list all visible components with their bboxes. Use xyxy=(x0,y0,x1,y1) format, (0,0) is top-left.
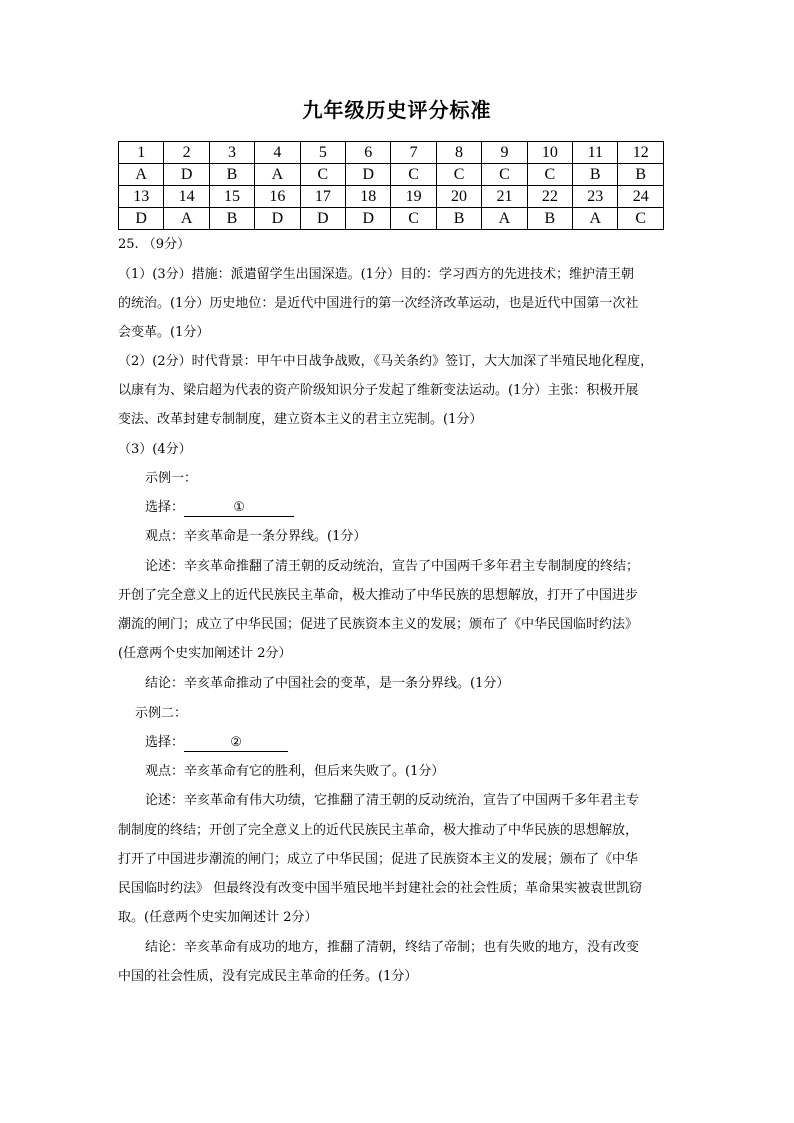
question-number-cell: 12 xyxy=(618,142,664,164)
example1-argument-4: (任意两个史实加阐述计 2分） xyxy=(118,646,292,661)
answer-cell: B xyxy=(527,208,572,230)
answer-row xyxy=(119,164,664,186)
part3-header: （3）(4分） xyxy=(118,442,192,457)
question-number-cell: 2 xyxy=(164,142,209,164)
question-number-cell: 13 xyxy=(119,186,164,208)
example2-argument-4: 民国临时约法》 但最终没有改变中国半殖民地半封建社会的社会性质；革命果实被袁世凯窃 xyxy=(118,881,643,896)
question-number-cell: 15 xyxy=(209,186,254,208)
example1-argument-1: 论述：辛亥革命推翻了清王朝的反动统治，宣告了中国两千多年君主专制制度的终结； xyxy=(145,559,640,574)
question-number-cell: 6 xyxy=(346,142,391,164)
question-number-cell: 22 xyxy=(527,186,572,208)
example1-argument-2: 开创了完全意义上的近代民族民主革命，极大推动了中华民族的思想解放，打开了中国进步 xyxy=(118,588,639,603)
answer-cell: B xyxy=(436,208,481,230)
question-number-cell: 21 xyxy=(482,186,527,208)
question-number-row xyxy=(119,142,664,164)
question-number-cell: 3 xyxy=(209,142,254,164)
answer-cell: A xyxy=(119,164,164,186)
answer-table xyxy=(118,141,664,230)
question-number-cell: 11 xyxy=(573,142,618,164)
question-number-cell: 16 xyxy=(255,186,300,208)
example2-label: 示例二： xyxy=(135,706,188,721)
answer-cell: C xyxy=(482,164,527,186)
example2-conclusion-2: 中国的社会性质，没有完成民主革命的任务。(1分） xyxy=(118,969,418,984)
answer-cell: B xyxy=(209,164,254,186)
answer-cell: C xyxy=(391,164,436,186)
question-number-cell: 18 xyxy=(346,186,391,208)
part2-line-1: （2）(2分）时代背景：甲午中日战争战败，《马关条约》签订，大大加深了半殖民地化程度， xyxy=(118,354,654,369)
answer-cell: D xyxy=(164,164,209,186)
answer-cell: D xyxy=(346,208,391,230)
page-title: 九年级历史评分标准 xyxy=(302,98,492,122)
question-number-cell: 20 xyxy=(436,186,481,208)
example1-conclusion: 结论：辛亥革命推动了中国社会的变革，是一条分界线。(1分） xyxy=(145,676,510,691)
question-number-row xyxy=(119,186,664,208)
answer-cell: B xyxy=(209,208,254,230)
answer-row xyxy=(119,208,664,230)
question-number-cell: 24 xyxy=(618,186,664,208)
example2-argument-1: 论述：辛亥革命有伟大功绩，它推翻了清王朝的反动统治，宣告了中国两千多年君主专 xyxy=(145,793,640,808)
choice-blank: ② xyxy=(184,734,288,752)
answer-cell: D xyxy=(255,208,300,230)
question-number-cell: 7 xyxy=(391,142,436,164)
example1-choice xyxy=(145,498,294,518)
answer-cell: D xyxy=(346,164,391,186)
choice-blank: ① xyxy=(184,499,294,517)
question-number-cell: 9 xyxy=(482,142,527,164)
example1-view: 观点：辛亥革命是一条分界线。(1分） xyxy=(145,529,367,544)
answer-cell: D xyxy=(119,208,164,230)
example1-argument-3: 潮流的闸门；成立了中华民国；促进了民族资本主义的发展；颁布了《中华民国临时约法》 xyxy=(118,617,639,632)
answer-cell: C xyxy=(527,164,572,186)
example2-view: 观点：辛亥革命有它的胜利，但后来失败了。(1分） xyxy=(145,764,445,779)
answer-cell: B xyxy=(618,164,664,186)
answer-cell: A xyxy=(255,164,300,186)
answer-cell: A xyxy=(573,208,618,230)
example2-conclusion-1: 结论：辛亥革命有成功的地方，推翻了清朝，终结了帝制；也有失败的地方，没有改变 xyxy=(145,940,640,955)
question-25-header: 25. （9分） xyxy=(118,237,191,252)
example2-argument-5: 取。(任意两个史实加阐述计 2分） xyxy=(118,910,318,925)
answer-cell: B xyxy=(573,164,618,186)
example2-choice xyxy=(145,733,288,753)
choice-label: 选择： xyxy=(145,500,185,515)
example2-argument-3: 打开了中国进步潮流的闸门；成立了中华民国；促进了民族资本主义的发展；颁布了《中华 xyxy=(118,852,639,867)
question-number-cell: 14 xyxy=(164,186,209,208)
answer-cell: A xyxy=(164,208,209,230)
answer-cell: C xyxy=(618,208,664,230)
question-number-cell: 5 xyxy=(300,142,345,164)
example1-label: 示例一： xyxy=(145,471,198,486)
answer-cell: D xyxy=(300,208,345,230)
part2-line-2: 以康有为、梁启超为代表的资产阶级知识分子发起了维新变法运动。(1分）主张：积极开展 xyxy=(118,383,639,398)
question-number-cell: 23 xyxy=(573,186,618,208)
question-number-cell: 1 xyxy=(119,142,164,164)
answer-cell: C xyxy=(300,164,345,186)
question-number-cell: 4 xyxy=(255,142,300,164)
part1-line-1: （1）(3分）措施：派遣留学生出国深造。(1分）目的：学习西方的先进技术；维护清王朝 xyxy=(118,267,634,282)
part1-line-2: 的统治。(1分）历史地位：是近代中国进行的第一次经济改革运动，也是近代中国第一次社 xyxy=(118,296,639,311)
answer-cell: C xyxy=(391,208,436,230)
answer-cell: A xyxy=(482,208,527,230)
question-number-cell: 17 xyxy=(300,186,345,208)
question-number-cell: 8 xyxy=(436,142,481,164)
question-number-cell: 19 xyxy=(391,186,436,208)
question-number-cell: 10 xyxy=(527,142,572,164)
part2-line-3: 变法、改革封建专制制度，建立资本主义的君主立宪制。(1分） xyxy=(118,412,483,427)
answer-cell: C xyxy=(436,164,481,186)
part1-line-3: 会变革。(1分） xyxy=(118,325,210,340)
example2-argument-2: 制制度的终结；开创了完全意义上的近代民族民主革命，极大推动了中华民族的思想解放， xyxy=(118,823,639,838)
choice-label: 选择： xyxy=(145,735,185,750)
